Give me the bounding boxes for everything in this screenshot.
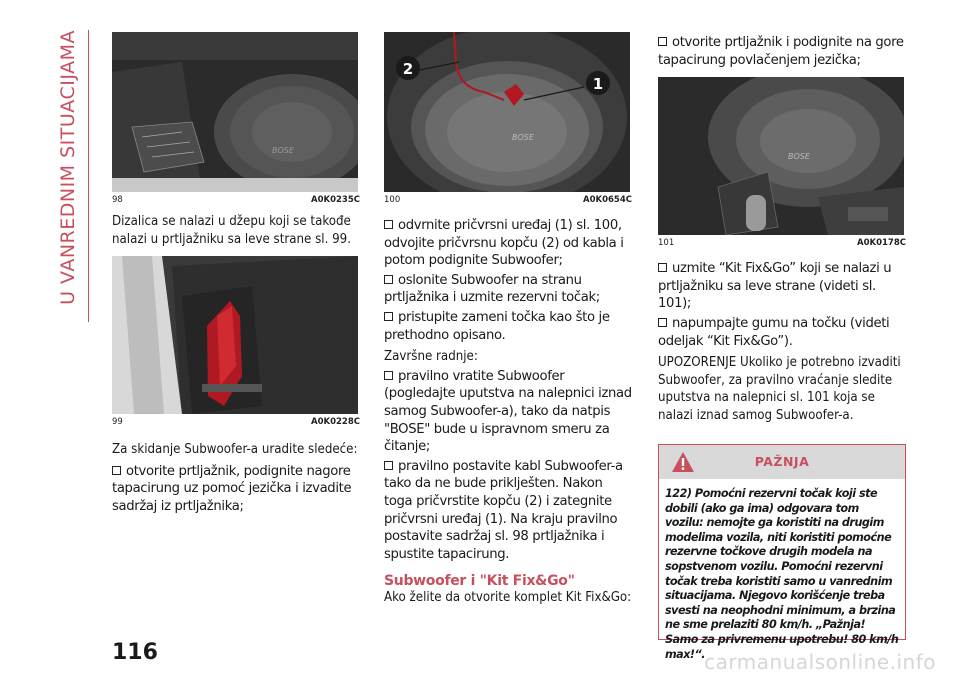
checkbox-bullet-icon	[112, 466, 121, 475]
figure-100	[384, 32, 630, 192]
warning-box	[658, 444, 906, 661]
checkbox-bullet-icon	[384, 275, 393, 284]
chapter-side-tab: U VANREDNIM SITUACIJAMA	[57, 30, 79, 305]
bose-logo: BOSE	[788, 152, 810, 162]
checkbox-bullet-icon	[384, 371, 393, 380]
caution-note-text: UPOZORENJE Ukoliko je potrebno izvaditi Subwoofer, za pravilno vraćanje sledite uputstva na nalepnici sl. 101 koja se nalazi iznad samog Subwoofer-a.	[658, 355, 901, 423]
warning-header	[659, 445, 905, 479]
callout-1: 1	[592, 75, 604, 93]
callout-2: 2	[402, 60, 414, 78]
step-route-cable: pravilno postavite kabl Subwoofer-a tako da ne bude priklješten. Nakon toga pričvrstite kopču (2) i zategnite pričvrsni uređaj (1). Na kraju pravilno postavite sadržaj sl. 98 prtljažnika i spustite tapacirung.	[384, 458, 623, 562]
checkbox-bullet-icon	[384, 312, 393, 321]
removal-intro-text: Za skidanje Subwoofer-a uradite sledeće:	[112, 442, 358, 458]
warning-title: PAŽNJA	[754, 454, 810, 469]
step-take-fixgo-kit: uzmite “Kit Fix&Go” koji se nalazi u prtljažniku sa leve strane (videti sl. 101);	[658, 261, 892, 312]
figure-101	[658, 77, 904, 235]
jack-location-text: Dizalica se nalazi u džepu koji se takođe nalazi u prtljažniku sa leve strane sl. 99.	[112, 214, 351, 247]
watermark: carmanualsonline.info	[704, 650, 936, 674]
step-inflate-tyre: napumpajte gumu na točku (videti odeljak “Kit Fix&Go”).	[658, 315, 890, 349]
checkbox-bullet-icon	[384, 461, 393, 470]
step-change-wheel: pristupite zameni točka kao što je prethodno opisano.	[384, 309, 610, 343]
side-rule	[88, 30, 89, 322]
step-refit-subwoofer: pravilno vratite Subwoofer (pogledajte uputstva na nalepnici iznad samog Subwoofer-a), tako da natpis "BOSE" bude u ispravnom smeru za čitanje;	[384, 368, 632, 455]
column-3	[658, 34, 906, 425]
warning-text: 122) Pomoćni rezervni točak koji ste dobili (ako ga ima) odgovara tom vozilu: nemojte ga koristiti na drugim modelima vozila, niti koristiti pomoćne rezervne točkove drugih modela na sopstvenom vozilu. Pomoćni rezervni točak treba koristiti samo u vanrednim situacijama. Njegovo korišćenje treba svesti na neophodni minimum, a brzina ne sme prelaziti 80 km/h. „Pažnja! Samo za privremenu upotrebu! 80 km/h max!“.	[665, 487, 899, 661]
figure-101-caption: 101 A0K0178C	[658, 238, 906, 249]
section-heading-fixgo: Subwoofer i "Kit Fix&Go"	[384, 573, 575, 590]
figure-100-caption: 100 A0K0654C	[384, 195, 632, 205]
figure-98-caption: 98 A0K0235C	[112, 195, 360, 205]
step-open-trunk: otvorite prtljažnik, podignite nagore tapacirung uz pomoć jezička i izvadite sadržaj iz prtljažnika;	[112, 463, 352, 514]
checkbox-bullet-icon	[658, 318, 667, 327]
step-unscrew-fastener: odvrnite pričvrsni uređaj (1) sl. 100, odvojite pričvrsnu kopču (2) od kabla i potom podignite Subwoofer;	[384, 218, 624, 269]
column-2	[384, 32, 632, 607]
figure-99-caption: 99 A0K0228C	[112, 417, 360, 428]
step-lean-subwoofer: oslonite Subwoofer na stranu prtljažnika i uzmite rezervni točak;	[384, 272, 600, 306]
final-operations-label: Završne radnje:	[384, 349, 478, 365]
checkbox-bullet-icon	[658, 37, 667, 46]
warning-number: 122)	[665, 487, 692, 500]
bose-logo: BOSE	[272, 146, 294, 155]
bose-logo: BOSE	[512, 133, 534, 142]
fixgo-intro-text: Ako želite da otvorite komplet Kit Fix&Go:	[384, 590, 632, 606]
checkbox-bullet-icon	[658, 263, 667, 272]
page-number: 116	[112, 640, 158, 665]
checkbox-bullet-icon	[384, 220, 393, 229]
figure-98	[112, 32, 358, 192]
figure-99	[112, 256, 358, 414]
step-lift-carpet: otvorite prtljažnik i podignite na gore tapacirung povlačenjem jezička;	[658, 35, 904, 68]
column-1	[112, 32, 360, 516]
